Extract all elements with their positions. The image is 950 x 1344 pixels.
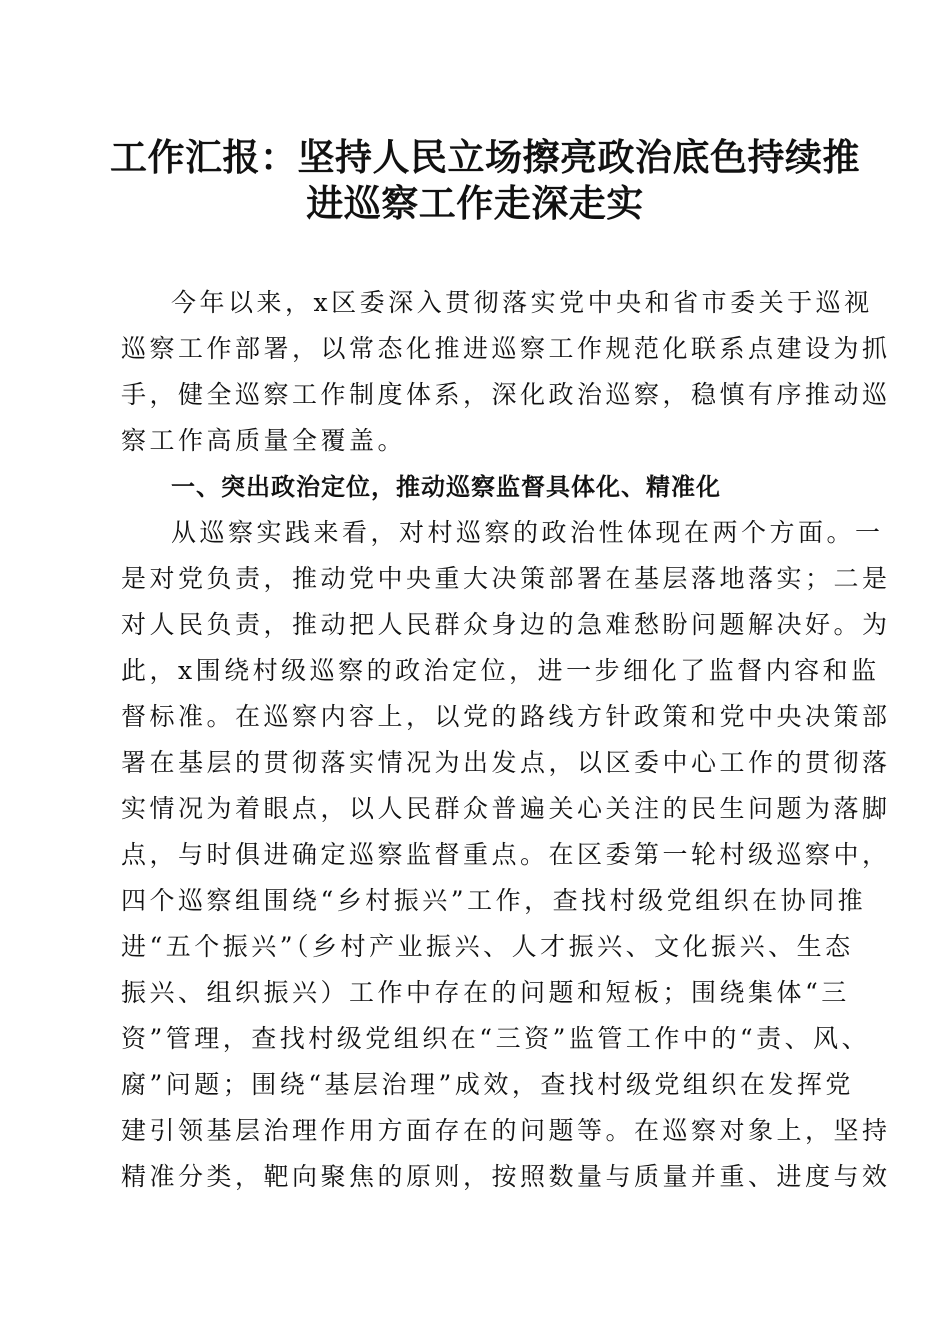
- intro-paragraph-line: 手，健全巡察工作制度体系，深化政治巡察，稳慎有序推动巡: [121, 380, 891, 409]
- section-paragraph-line: 实情况为着眼点，以人民群众普遍关心关注的民生问题为落脚: [121, 794, 891, 823]
- section-paragraph-line: 是对党负责，推动党中央重大决策部署在基层落地落实；二是: [121, 564, 891, 593]
- intro-paragraph-line: 察工作高质量全覆盖。: [121, 426, 407, 455]
- intro-paragraph-line: 巡察工作部署，以常态化推进巡察工作规范化联系点建设为抓: [121, 334, 891, 363]
- document-body: [121, 280, 891, 1200]
- section-paragraph-line: 振兴、组织振兴）工作中存在的问题和短板；围绕集体“三: [121, 978, 850, 1007]
- section-paragraph-line: 建引领基层治理作用方面存在的问题等。在巡察对象上，坚持: [121, 1116, 891, 1145]
- section-paragraph-line: 从巡察实践来看，对村巡察的政治性体现在两个方面。一: [171, 518, 884, 547]
- section-heading: 一、突出政治定位，推动巡察监督具体化、精准化: [171, 473, 721, 501]
- section-paragraph-line: 署在基层的贯彻落实情况为出发点，以区委中心工作的贯彻落: [121, 748, 891, 777]
- section-paragraph-line: 督标准。在巡察内容上，以党的路线方针政策和党中央决策部: [121, 702, 891, 731]
- title-line: 进巡察工作走深走实: [306, 181, 644, 225]
- section-paragraph-line: 此，x围绕村级巡察的政治定位，进一步细化了监督内容和监: [121, 656, 880, 685]
- section-paragraph-line: 进“五个振兴”（乡村产业振兴、人才振兴、文化振兴、生态: [121, 932, 854, 961]
- section-paragraph-line: 对人民负责，推动把人民群众身边的急难愁盼问题解决好。为: [121, 610, 891, 639]
- section-paragraph-line: 资”管理，查找村级党组织在“三资”监管工作中的“责、风、: [121, 1024, 871, 1053]
- intro-paragraph-line: 今年以来，x区委深入贯彻落实党中央和省市委关于巡视: [171, 288, 873, 317]
- title-line: 工作汇报：坚持人民立场擦亮政治底色持续推: [110, 135, 860, 179]
- section-paragraph-line: 点，与时俱进确定巡察监督重点。在区委第一轮村级巡察中，: [121, 840, 891, 869]
- section-paragraph-line: 四个巡察组围绕“乡村振兴”工作，查找村级党组织在协同推: [121, 886, 867, 915]
- section-paragraph-line: 腐”问题；围绕“基层治理”成效，查找村级党组织在发挥党: [121, 1070, 854, 1099]
- section-paragraph-line: 精准分类，靶向聚焦的原则，按照数量与质量并重、进度与效: [121, 1162, 891, 1191]
- document-title: [110, 134, 860, 226]
